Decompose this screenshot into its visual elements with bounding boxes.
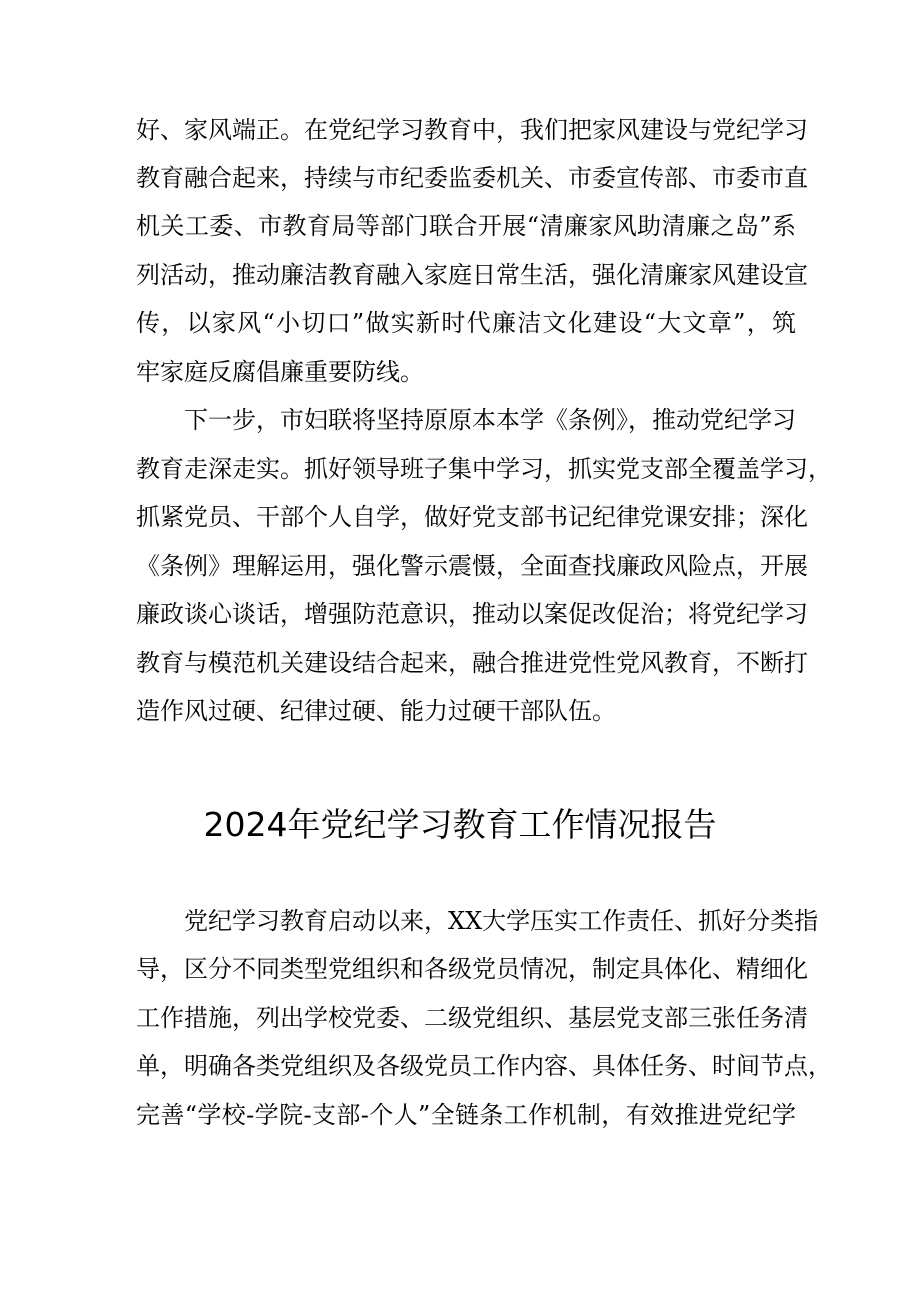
text-line: 教育与模范机关建设结合起来，融合推进党性党风教育，不断打	[136, 649, 808, 677]
text-line: 抓紧党员、干部个人自学，做好党支部书记纪律党课安排；深化	[136, 503, 808, 531]
text-line: 机关工委、市教育局等部门联合开展“清廉家风助清廉之岛”系	[136, 212, 796, 240]
text-line: 《条例》理解运用，强化警示震慑，全面查找廉政风险点，开展	[136, 552, 808, 580]
text-line: 牢家庭反腐倡廉重要防线。	[136, 358, 424, 386]
text-line: 传，以家风“小切口”做实新时代廉洁文化建设“大文章”，筑	[136, 309, 796, 337]
text-line: 造作风过硬、纪律过硬、能力过硬干部队伍。	[136, 697, 616, 725]
text-line: 单，明确各类党组织及各级党员工作内容、具体任务、时间节点，	[136, 1052, 832, 1080]
text-line: 列活动，推动廉洁教育融入家庭日常生活，强化清廉家风建设宣	[136, 261, 808, 289]
text-line: 工作措施，列出学校党委、二级党组织、基层党支部三张任务清	[136, 1004, 808, 1032]
text-line: 教育走深走实。抓好领导班子集中学习，抓实党支部全覆盖学习，	[136, 455, 832, 483]
report-title: 2024年党纪学习教育工作情况报告	[203, 805, 717, 844]
text-line: 好、家风端正。在党纪学习教育中，我们把家风建设与党纪学习	[136, 116, 808, 144]
text-line: 党纪学习教育启动以来，XX大学压实工作责任、抓好分类指	[184, 907, 819, 935]
text-line: 廉政谈心谈话，增强防范意识，推动以案促改促治；将党纪学习	[136, 600, 808, 628]
text-line: 教育融合起来，持续与市纪委监委机关、市委宣传部、市委市直	[136, 164, 808, 192]
text-line: 完善“学校-学院-支部-个人”全链条工作机制，有效推进党纪学	[136, 1101, 796, 1129]
text-line: 导，区分不同类型党组织和各级党员情况，制定具体化、精细化	[136, 955, 808, 983]
text-line: 下一步，市妇联将坚持原原本本学《条例》，推动党纪学习	[184, 406, 796, 434]
